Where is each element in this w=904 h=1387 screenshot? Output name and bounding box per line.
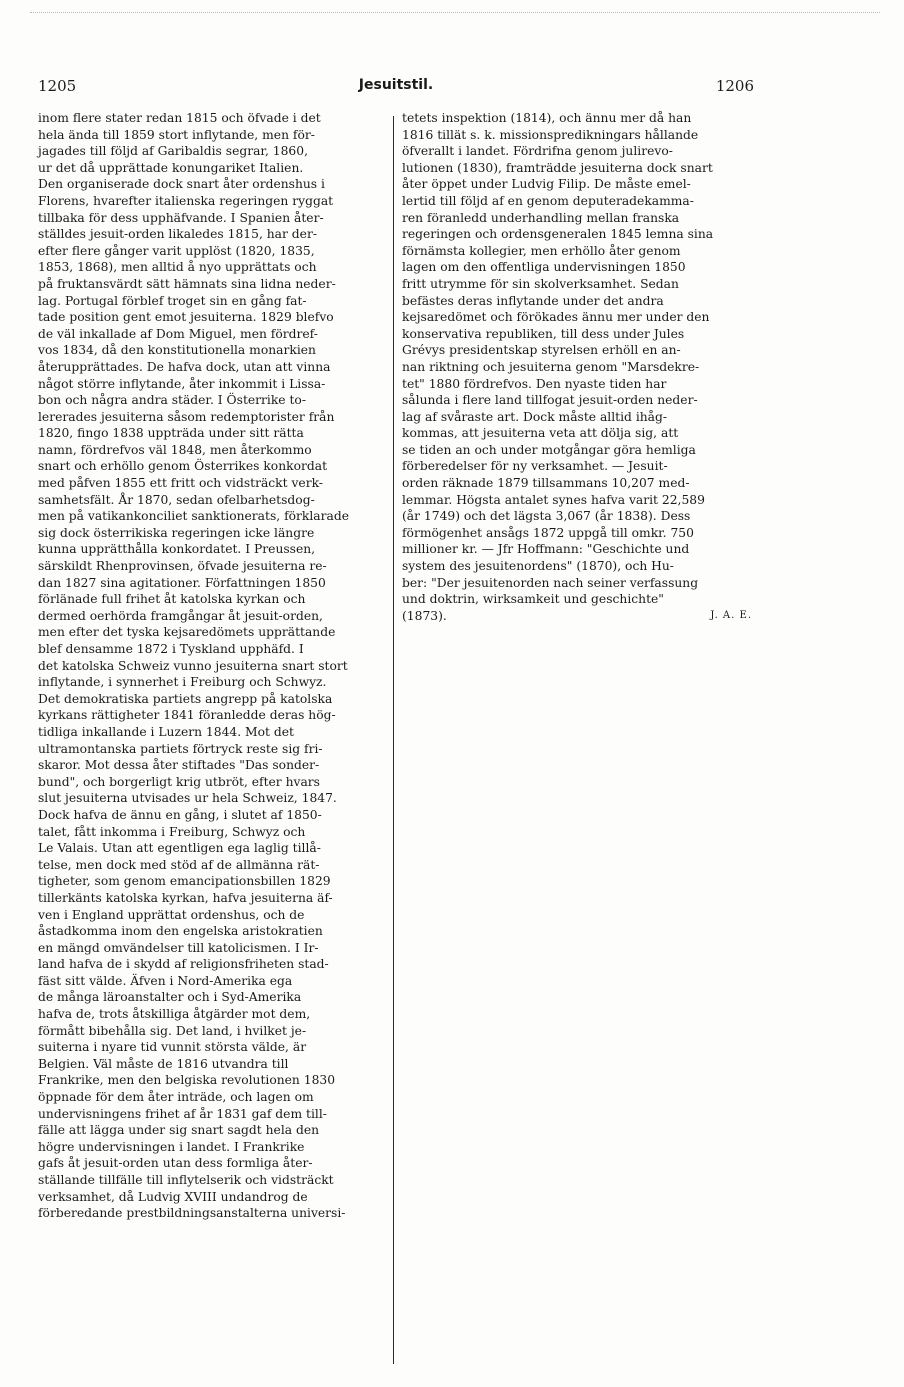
text-line: 1853, 1868), men alltid å nyo upprättats och — [38, 260, 317, 275]
text-line: Belgien. Väl måste de 1816 utvandra till — [38, 1056, 289, 1071]
text-line: Det demokratiska partiets angrepp på katolska — [38, 691, 333, 706]
text-line: kyrkans rättigheter 1841 föranledde deras hög- — [38, 708, 336, 723]
text-line: tet" 1880 fördrefvos. Den nyaste tiden har — [402, 376, 667, 391]
text-line: det katolska Schweiz vunno jesuiterna snart stort — [38, 658, 348, 673]
text-line: gafs åt jesuit-orden utan dess formliga åter- — [38, 1156, 313, 1171]
text-line: åter öppet under Ludvig Filip. De måste emel- — [402, 177, 691, 192]
text-line: tillbaka för dess upphäfvande. I Spanien åter- — [38, 210, 324, 225]
text-line: fälle att lägga under sig snart sagdt hela den — [38, 1123, 320, 1138]
text-line: tillerkänts katolska kyrkan, hafva jesuiterna äf- — [38, 890, 333, 905]
text-line: ren föranledd underhandling mellan franska — [402, 210, 680, 225]
text-line: land hafva de i skydd af religionsfriheten stad- — [38, 957, 329, 972]
text-line: telse, men dock med stöd af de allmänna rät- — [38, 857, 320, 872]
text-line: konservativa republiken, till dess under Jules — [402, 326, 685, 341]
text-line: sålunda i flere land tillfogat jesuit-orden neder- — [402, 393, 698, 408]
running-header — [38, 77, 754, 99]
text-line: (år 1749) och det lägsta 3,067 (år 1838). Dess — [402, 509, 691, 524]
text-line: system des jesuitenordens" (1870), och Hu- — [402, 559, 674, 574]
text-line: (1873). — [402, 608, 447, 623]
text-line: verksamhet, då Ludvig XVIII undandrog de — [38, 1189, 308, 1204]
text-line: förnämsta kollegier, men erhöllo åter genom — [402, 243, 681, 258]
text-line: efter flere gånger varit upplöst (1820, 1835, — [38, 243, 315, 258]
text-line: särskildt Rhenprovinsen, öfvade jesuiterna re- — [38, 559, 327, 574]
left-column — [38, 110, 388, 1222]
text-line: millioner kr. — Jfr Hoffmann: "Geschichte und — [402, 542, 690, 557]
top-dotted-rule — [30, 12, 880, 13]
text-line: hafva de, trots åtskilliga åtgärder mot dem, — [38, 1007, 311, 1022]
text-line: lererades jesuiterna såsom redemptorister från — [38, 409, 335, 424]
text-line: lagen om den offentliga undervisningen 1850 — [402, 260, 686, 275]
text-line: dan 1827 sina agitationer. Författningen 1850 — [38, 575, 326, 590]
text-line: tetets inspektion (1814), och ännu mer då han — [402, 111, 692, 125]
text-line: suiterna i nyare tid vunnit största välde, är — [38, 1040, 307, 1055]
text-line: lag. Portugal förblef troget sin en gång fat- — [38, 293, 307, 308]
text-line: ställande tillfälle till inflytelserik och vidsträckt — [38, 1173, 334, 1187]
text-line: orden räknade 1879 tillsammans 10,207 med- — [402, 476, 690, 491]
text-line: ven i England upprättat ordenshus, och de — [38, 907, 305, 922]
text-line: de väl inkallade af Dom Miguel, men fördref- — [38, 326, 318, 341]
text-line: förmögenhet ansågs 1872 uppgå till omkr. 750 — [402, 525, 694, 540]
text-line: förberedande prestbildningsanstalterna universi- — [38, 1206, 346, 1221]
text-line: inflytande, i synnerhet i Freiburg och Schwyz. — [38, 675, 327, 690]
text-line: lutionen (1830), framträdde jesuiterna dock snart — [402, 160, 713, 175]
text-line: öppnade för dem åter inträde, och lagen om — [38, 1090, 314, 1105]
text-line: de många läroanstalter och i Syd-Amerika — [38, 990, 302, 1005]
page-number-left: 1205 — [38, 77, 77, 95]
text-line: fäst sitt välde. Äfven i Nord-Amerika ega — [38, 973, 293, 988]
text-line: Den organiserade dock snart åter ordenshus i — [38, 177, 325, 192]
text-line: åstadkomma inom den engelska aristokratien — [38, 924, 323, 939]
text-line: samhetsfält. År 1870, sedan ofelbarhetsdog- — [38, 492, 315, 507]
text-line: dermed oerhörda framgångar åt jesuit-orden, — [38, 608, 323, 623]
text-line: undervisningens frihet af år 1831 gaf dem till- — [38, 1106, 327, 1121]
text-line: något större inflytande, åter inkommit i Lissa- — [38, 376, 326, 391]
text-line: kunna upprätthålla konkordatet. I Preussen, — [38, 542, 316, 557]
text-line: förlänade full frihet åt katolska kyrkan och — [38, 592, 306, 607]
text-line: nan riktning och jesuiterna genom "Marsdekre- — [402, 359, 700, 374]
text-line: Grévys presidentskap styrelsen erhöll en an- — [402, 343, 681, 358]
author-signature: J. A. E. — [710, 609, 752, 621]
text-line: förberedelser för ny verksamhet. — Jesuit- — [402, 459, 668, 474]
text-line: regeringen och ordensgeneralen 1845 lemna sina — [402, 227, 714, 242]
text-line: jagades till följd af Garibaldis segrar, 1860, — [38, 144, 308, 159]
text-line: bund", och borgerligt krig utbröt, efter hvars — [38, 774, 320, 789]
text-line: ur det då upprättade konungariket Italien. — [38, 160, 304, 175]
text-line: 1820, fingo 1838 uppträda under sitt rätta — [38, 426, 304, 441]
running-title: Jesuitstil. — [358, 77, 434, 93]
text-line: befästes deras inflytande under det andra — [402, 293, 664, 308]
text-line: ultramontanska partiets förtryck reste sig fri- — [38, 741, 323, 756]
text-line: skaror. Mot dessa åter stiftades "Das sonder- — [38, 758, 320, 773]
text-line: Frankrike, men den belgiska revolutionen 1830 — [38, 1073, 336, 1088]
text-line: talet, fått inkomma i Freiburg, Schwyz och — [38, 824, 306, 839]
text-line: förmått bibehålla sig. Det land, i hvilket je- — [38, 1023, 307, 1038]
column-divider — [393, 116, 394, 1364]
text-line: lemmar. Högsta antalet synes hafva varit 22,589 — [402, 492, 705, 507]
text-line: högre undervisningen i landet. I Frankrike — [38, 1139, 305, 1154]
text-line: ber: "Der jesuitenorden nach seiner verfassung — [402, 575, 699, 590]
text-line: bon och några andra städer. I Österrike to- — [38, 393, 306, 408]
text-line: hela ända till 1859 stort inflytande, men för- — [38, 127, 315, 142]
text-line: kommas, att jesuiterna veta att dölja sig, att — [402, 426, 679, 441]
text-line: inom flere stater redan 1815 och öfvade i det — [38, 111, 321, 125]
text-line: lertid till följd af en genom deputeradekamma- — [402, 193, 694, 208]
text-line: med påfven 1855 ett fritt och vidsträckt verk- — [38, 476, 323, 491]
text-line: sig dock österrikiska regeringen icke längre — [38, 525, 315, 540]
text-line: fritt utrymme för sin skolverksamhet. Sedan — [402, 276, 679, 291]
text-line: tigheter, som genom emancipationsbillen 1829 — [38, 874, 331, 889]
text-line: vos 1834, då den konstitutionella monarkien — [38, 343, 316, 358]
text-line: namn, fördrefvos väl 1848, men återkommo — [38, 442, 312, 457]
text-line: blef densamme 1872 i Tyskland upphäfd. I — [38, 642, 304, 656]
page-number-right: 1206 — [715, 77, 754, 95]
text-line: en mängd omvändelser till katolicismen. I Ir- — [38, 940, 319, 955]
text-line: se tiden an och under motgångar göra hemliga — [402, 442, 696, 457]
text-line: snart och erhöllo genom Österrikes konkordat — [38, 459, 328, 474]
text-line: tade position gent emot jesuiterna. 1829 blefvo — [38, 310, 334, 325]
text-line: öfverallt i landet. Fördrifna genom julirevo- — [402, 144, 673, 159]
right-column — [402, 110, 752, 624]
text-line: återupprättades. De hafva dock, utan att vinna — [38, 359, 331, 374]
article-end-line — [402, 608, 752, 625]
text-line: men på vatikankonciliet sanktionerats, förklarade — [38, 509, 349, 524]
text-line: Florens, hvarefter italienska regeringen ryggat — [38, 193, 334, 208]
text-line: Le Valais. Utan att egentligen ega laglig tillå- — [38, 841, 321, 856]
text-line: slut jesuiterna utvisades ur hela Schweiz, 1847. — [38, 791, 337, 806]
text-line: Dock hafva de ännu en gång, i slutet af 1850- — [38, 807, 322, 822]
text-line: ställdes jesuit-orden likaledes 1815, har der- — [38, 227, 317, 242]
text-line: kejsaredömet och förökades ännu mer under den — [402, 310, 710, 325]
text-line: på fruktansvärdt sätt hämnats sina lidna neder- — [38, 276, 336, 291]
text-line: 1816 tillät s. k. missionspredikningars hållande — [402, 127, 699, 142]
text-line: lag af svåraste art. Dock måste alltid ihåg- — [402, 409, 668, 424]
text-line: und doktrin, wirksamkeit und geschichte" — [402, 592, 664, 607]
text-line: tidliga inkallande i Luzern 1844. Mot det — [38, 724, 294, 739]
text-line: men efter det tyska kejsaredömets upprättande — [38, 625, 336, 640]
